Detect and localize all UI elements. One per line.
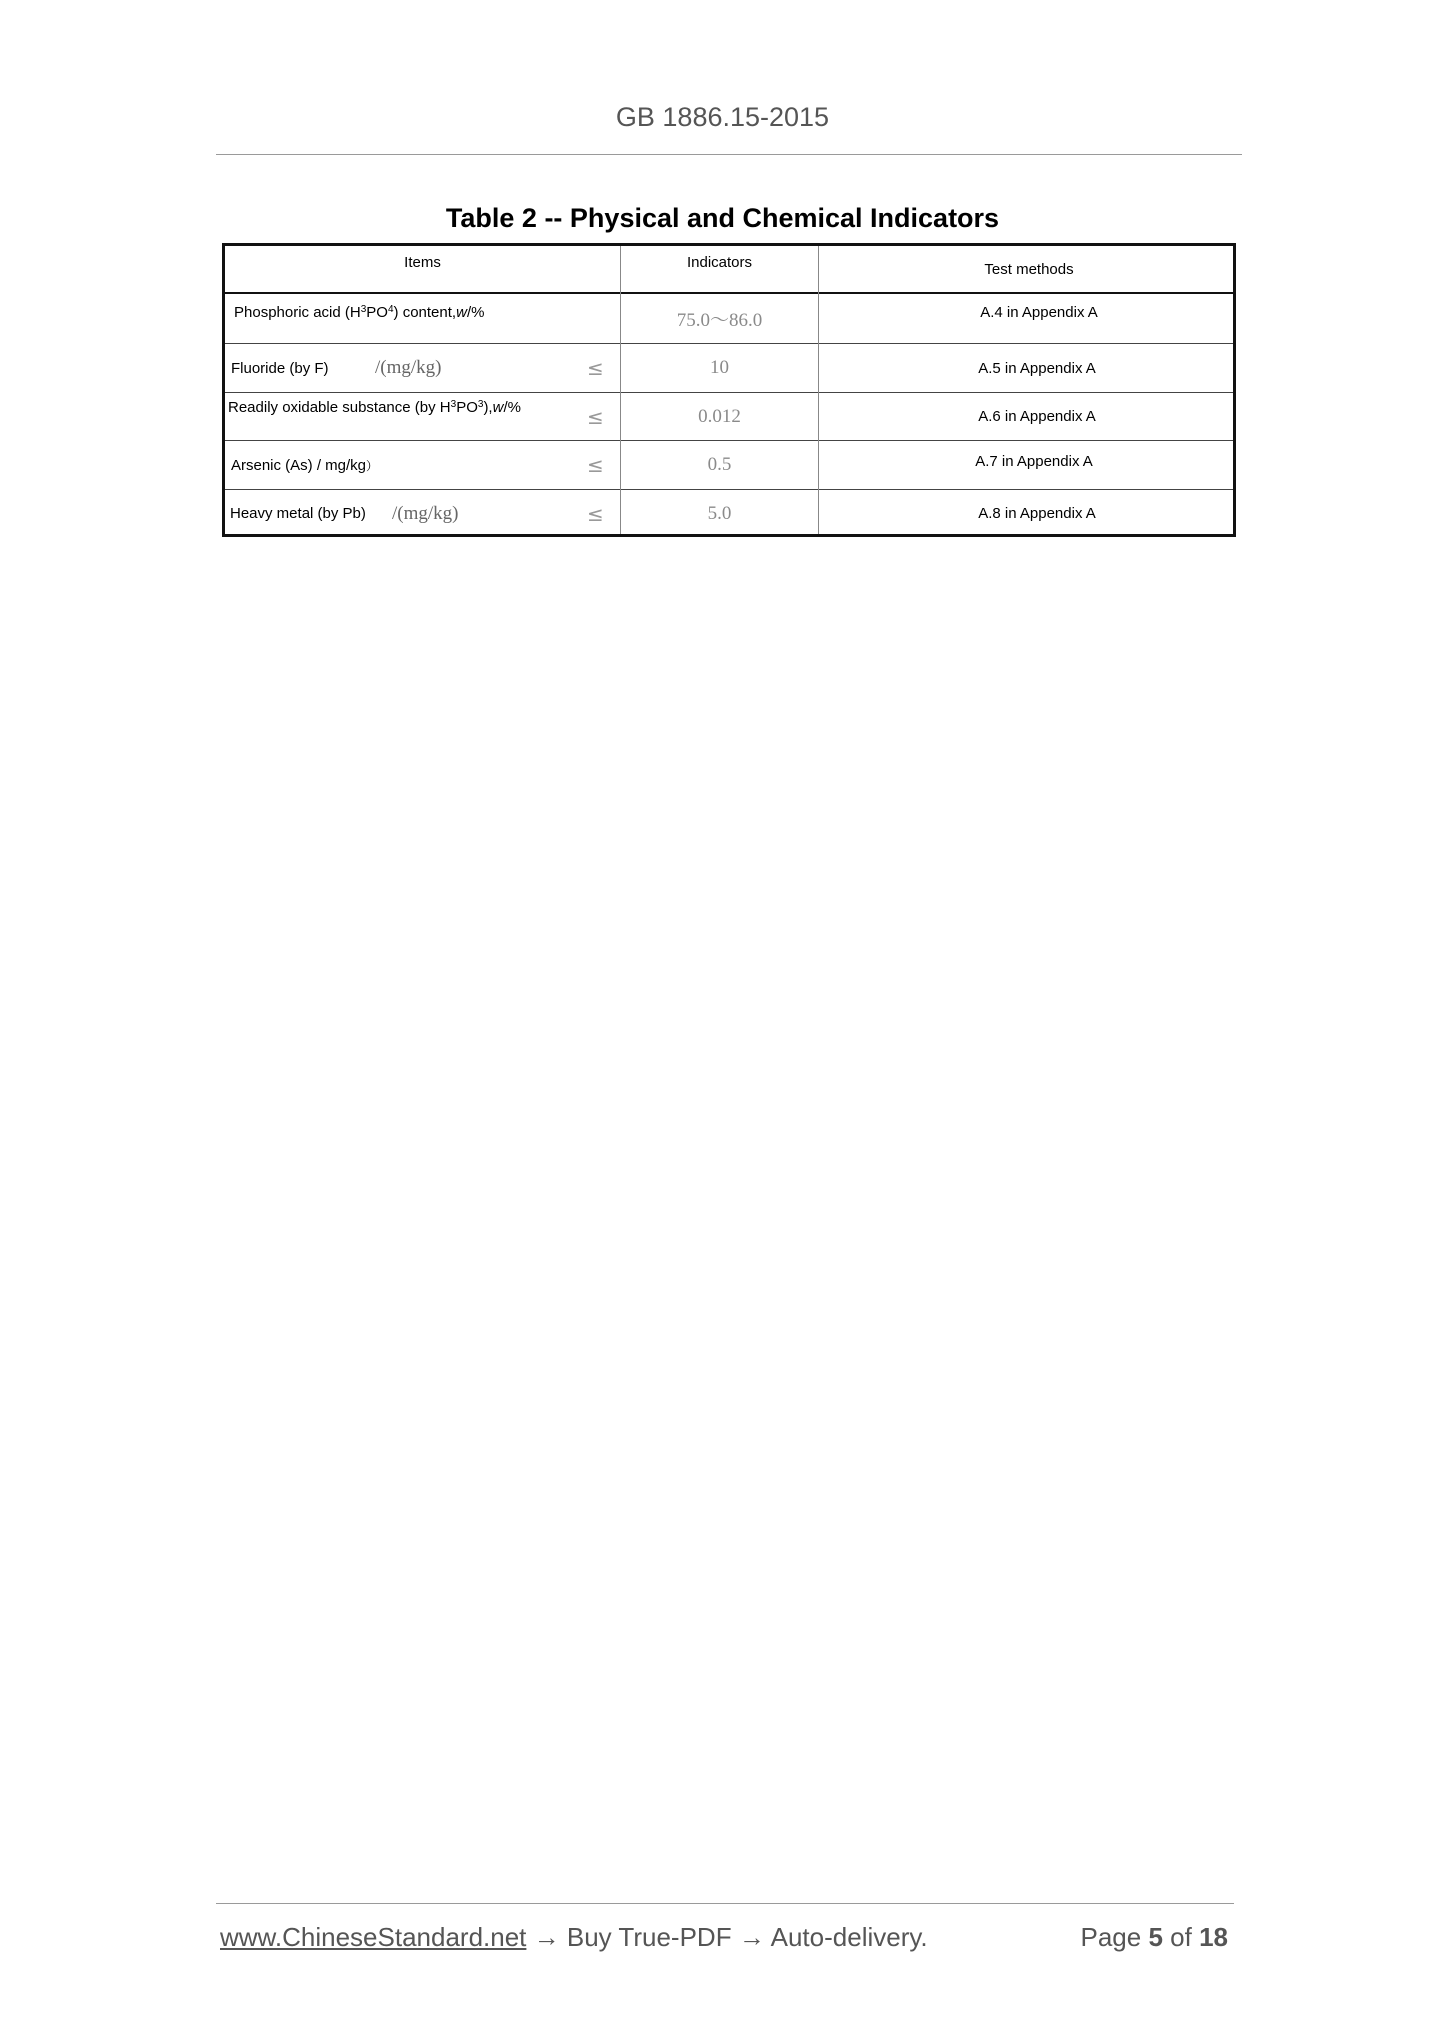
- page-number: Page 5 of 18: [1080, 1922, 1228, 1952]
- column-divider: [620, 246, 621, 534]
- footer-promo: [220, 1922, 928, 1953]
- delivery-text: Auto-delivery.: [770, 1922, 928, 1952]
- indicator-value: 5.0: [707, 502, 732, 524]
- test-method: A.5 in Appendix A: [978, 359, 1096, 377]
- table-header-row: [225, 246, 1233, 294]
- test-method: A.6 in Appendix A: [978, 408, 1096, 425]
- table-row: [225, 490, 1233, 537]
- less-than-or-equal-sign: ≤: [587, 453, 604, 477]
- arrow-icon: →: [738, 1922, 765, 1952]
- item-cell: Readily oxidable substance (by H $^3$ PO $^3$ ), w /%: [228, 399, 521, 416]
- indicators-table: [222, 243, 1236, 537]
- item-cell: Phosphoric acid (H $^3$ PO $^4$ ) content, w /%: [234, 304, 485, 321]
- column-header-items: Items: [404, 254, 441, 271]
- less-than-or-equal-sign: ≤: [587, 404, 604, 429]
- table-row: [225, 344, 1233, 393]
- table-row: [225, 393, 1233, 441]
- table-row: [225, 441, 1233, 490]
- indicator-value: 0.012: [698, 405, 741, 427]
- item-cell: Heavy metal (by Pb): [230, 505, 366, 522]
- table-title: Table 2 -- Physical and Chemical Indicators: [445, 203, 1000, 233]
- test-method: A.7 in Appendix A: [975, 453, 1093, 470]
- table-row: [225, 294, 1233, 344]
- unit-label: /(mg/kg): [375, 357, 442, 378]
- column-header-test-methods: Test methods: [984, 260, 1074, 278]
- item-cell: Arsenic (As) / mg/kg ）: [231, 456, 379, 474]
- header-divider: [216, 154, 1242, 155]
- document-code-header: GB 1886.15-2015: [615, 102, 830, 132]
- column-header-indicators: Indicators: [686, 254, 753, 271]
- item-cell: Fluoride (by F): [231, 359, 329, 377]
- unit-label: /(mg/kg): [392, 502, 459, 524]
- test-method: A.8 in Appendix A: [978, 505, 1096, 522]
- indicator-value: 0.5: [707, 454, 732, 475]
- current-page: 5: [1148, 1922, 1163, 1952]
- indicator-value: 75.0～86.0: [676, 310, 763, 331]
- indicator-value: 10: [710, 357, 729, 378]
- test-method: A.4 in Appendix A: [980, 304, 1098, 321]
- arrow-icon: →: [533, 1922, 560, 1952]
- buy-text: Buy True-PDF: [566, 1922, 732, 1952]
- chinese-standard-link[interactable]: www.ChineseStandard.net: [220, 1922, 527, 1952]
- total-pages: 18: [1199, 1922, 1228, 1952]
- column-divider: [818, 246, 819, 534]
- less-than-or-equal-sign: ≤: [587, 501, 604, 526]
- footer-divider: [216, 1903, 1234, 1904]
- less-than-or-equal-sign: ≤: [587, 356, 604, 380]
